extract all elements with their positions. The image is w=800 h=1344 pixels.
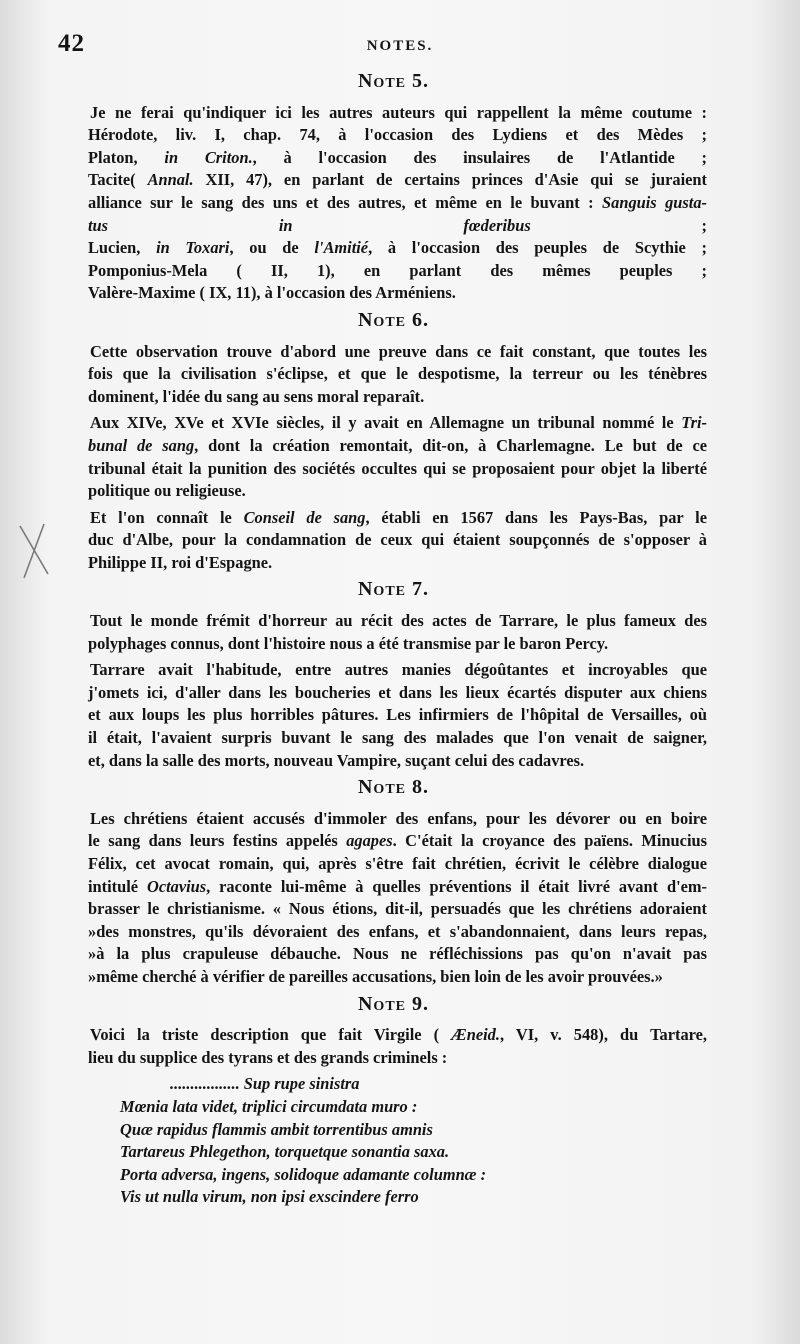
- paragraph: [80, 102, 707, 305]
- note-section: [80, 70, 707, 305]
- paragraph: [80, 412, 707, 502]
- verse-line: Vis ut nulla virum, non ipsi exscindere ferro: [120, 1187, 419, 1207]
- text-line: tribunal était la punition des sociétés occultes qui se proposaient pour objet la liberté: [88, 458, 707, 478]
- page-body: [80, 66, 707, 1209]
- text-line: Hérodote, liv. I, chap. 74, à l'occasion des Lydiens et des Mèdes ;: [88, 125, 707, 145]
- text-line: Platon, in Criton., à l'occasion des insulaires de l'Atlantide ;: [88, 147, 707, 167]
- text-line: alliance sur le sang des uns et des autres, et même en le buvant : Sanguis gusta-: [88, 192, 707, 212]
- text-line: bunal de sang, dont la création remontait, dit-on, à Charlemagne. Le but de ce: [88, 435, 707, 455]
- text-line: Voici la triste description que fait Virgile ( Æneid., VI, v. 548), du Tartare,: [90, 1025, 707, 1045]
- margin-cross-mark: [14, 520, 54, 580]
- note-number: 9.: [412, 992, 429, 1015]
- text-line: Cette observation trouve d'abord une preuve dans ce fait constant, que toutes les: [90, 341, 707, 361]
- latin-verse: [120, 1073, 707, 1209]
- text-line: »des monstres, qu'ils dévoraient des enfans, et s'abandonnaient, dans leurs repas,: [88, 921, 707, 941]
- note-section: [80, 578, 707, 772]
- text-line: Les chrétiens étaient accusés d'immoler des enfans, pour les dévorer ou en boire: [90, 808, 707, 828]
- text-line: Philippe II, roi d'Espagne.: [88, 552, 273, 572]
- paragraph: [80, 507, 707, 575]
- text-line: j'omets ici, d'aller dans les boucheries et dans les lieux écartés disputer aux chiens: [88, 682, 707, 702]
- text-line: intitulé Octavius, raconte lui-même à quelles préventions il était livré avant d'em-: [88, 876, 708, 896]
- text-line: brasser le christianisme. « Nous étions, dit-il, persuadés que les chrétiens adoraient: [88, 899, 707, 919]
- text-line: politique ou religieuse.: [88, 481, 246, 501]
- note-heading: [80, 309, 707, 332]
- paragraph: [80, 1024, 707, 1069]
- text-line: »même cherché à vérifier de pareilles accusations, bien loin de les avoir prouvées.»: [88, 966, 663, 986]
- note-number: 7.: [412, 578, 429, 601]
- note-heading: [80, 993, 707, 1016]
- note-heading-word: Note: [357, 70, 406, 92]
- page-header: [0, 30, 800, 64]
- text-line: Valère-Maxime ( IX, 11), à l'occasion des Arméniens.: [88, 283, 456, 303]
- text-line: Je ne ferai qu'indiquer ici les autres auteurs qui rappellent la même coutume :: [90, 102, 707, 122]
- paragraph: [80, 341, 707, 409]
- page-number: 42: [58, 30, 85, 57]
- note-heading: [80, 578, 707, 601]
- text-line: Tout le monde frémit d'horreur au récit des actes de Tarrare, le plus fameux des: [90, 611, 707, 631]
- paragraph: [80, 659, 707, 772]
- verse-line: Tartareus Phlegethon, torquetque sonantia saxa.: [120, 1142, 450, 1162]
- text-line: lieu du supplice des tyrans et des grands criminels :: [88, 1047, 448, 1067]
- text-line: Et l'on connaît le Conseil de sang, établi en 1567 dans les Pays-Bas, par le: [90, 507, 707, 527]
- running-title: NOTES.: [366, 38, 434, 54]
- note-number: 6.: [412, 308, 429, 331]
- text-line: le sang dans leurs festins appelés agapes. C'était la croyance des païens. Minucius: [88, 831, 707, 851]
- text-line: et aux loups les plus horribles pâtures. Les infirmiers de l'hôpital de Versailles, où: [88, 705, 707, 725]
- text-line: Tarrare avait l'habitude, entre autres manies dégoûtantes et incroyables que: [90, 660, 707, 680]
- text-line: Pomponius-Mela ( II, 1), en parlant des mêmes peuples ;: [88, 260, 707, 280]
- note-section: [80, 993, 707, 1209]
- verse-line: Porta adversa, ingens, solidoque adamante columnæ :: [120, 1164, 487, 1184]
- note-heading: [80, 776, 707, 799]
- text-line: Lucien, in Toxari, ou de l'Amitié, à l'occasion des peuples de Scythie ;: [88, 238, 707, 258]
- paragraph: [80, 610, 707, 655]
- text-line: duc d'Albe, pour la condamnation de ceux qui étaient soupçonnés de s'opposer à: [88, 530, 707, 550]
- note-heading-word: Note: [357, 992, 406, 1015]
- note-number: 5.: [412, 70, 429, 92]
- note-number: 8.: [412, 776, 429, 799]
- paragraph: [80, 808, 707, 989]
- text-line: fois que la civilisation s'éclipse, et que le despotisme, la terreur ou les ténèbres: [88, 364, 707, 384]
- verse-line: Mœnia lata videt, triplici circumdata muro :: [120, 1096, 418, 1116]
- text-line: tus in fœderibus ;: [88, 215, 707, 235]
- text-line: il était, l'avaient surpris buvant le sang des malades que l'on venait de saigner,: [88, 728, 707, 748]
- text-line: Félix, cet avocat romain, qui, après s'être fait chrétien, écrivit le célèbre dialogue: [88, 854, 707, 873]
- note-heading-word: Note: [357, 308, 406, 331]
- text-line: Tacite( Annal. XII, 47), en parlant de certains princes d'Asie qui se juraient: [88, 170, 707, 190]
- note-heading-word: Note: [357, 776, 406, 799]
- note-section: [80, 309, 707, 575]
- note-heading-word: Note: [357, 578, 406, 601]
- text-line: dominent, l'idée du sang au sens moral reparaît.: [88, 386, 425, 406]
- verse-line: Quæ rapidus flammis ambit torrentibus amnis: [120, 1119, 433, 1139]
- note-section: [80, 776, 707, 988]
- text-line: et, dans la salle des morts, nouveau Vampire, suçant celui des cadavres.: [88, 750, 585, 770]
- text-line: »à la plus crapuleuse débauche. Nous ne réfléchissions pas qu'on n'avait pas: [88, 944, 707, 964]
- note-heading: [80, 70, 707, 93]
- text-line: Aux XIVe, XVe et XVIe siècles, il y avait en Allemagne un tribunal nommé le Tri-: [90, 413, 707, 433]
- verse-line: ................. Sup rupe sinistra: [170, 1074, 360, 1094]
- text-line: polyphages connus, dont l'histoire nous a été transmise par le baron Percy.: [88, 633, 609, 653]
